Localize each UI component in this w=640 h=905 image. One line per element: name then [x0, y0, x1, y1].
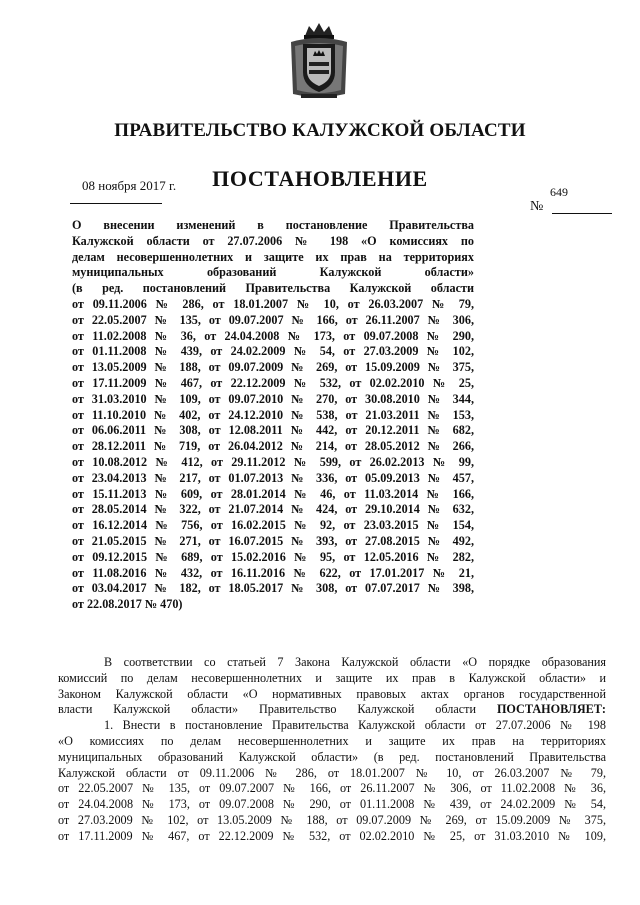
subject-line: от 15.11.2013 № 609, от 28.01.2014 № 46, от 11.03.2014 № 166,: [72, 486, 474, 501]
subject-line: (в ред. постановлений Правительства Калужской области: [72, 281, 474, 296]
subject-line: от 17.11.2009 № 467, от 22.12.2009 № 532, от 02.02.2010 № 25,: [72, 375, 474, 390]
subject-line: муниципальных образований Калужской области»: [72, 265, 474, 280]
resolves-word: ПОСТАНОВЛЯЕТ:: [496, 702, 606, 717]
subject-line: от 16.12.2014 № 756, от 16.02.2015 № 92, от 23.03.2015 № 154,: [72, 518, 474, 533]
body-line-text: власти Калужской области» Правительство Калужской области: [58, 702, 477, 717]
subject-line: от 11.08.2016 № 432, от 16.11.2016 № 622, от 17.01.2017 № 21,: [72, 565, 474, 580]
document-date: 08 ноября 2017 г.: [82, 178, 177, 193]
government-title: ПРАВИТЕЛЬСТВО КАЛУЖСКОЙ ОБЛАСТИ: [114, 120, 526, 141]
number-underline: [552, 213, 612, 214]
subject-line: от 10.08.2012 № 412, от 29.11.2012 № 599, от 26.02.2013 № 99,: [72, 454, 474, 469]
subject-line: О внесении изменений в постановление Правительства: [72, 218, 474, 232]
body-line: муниципальных образований Калужской области» (в ред. постановлений Правительства: [58, 749, 606, 764]
body-line: Калужской области от 09.11.2006 № 286, от 18.01.2007 № 10, от 26.03.2007 № 79,: [58, 765, 606, 780]
body-line: Законом Калужской области «О нормативных правовых актах органов государственной: [58, 686, 606, 701]
subject-line: от 01.11.2008 № 439, от 24.02.2009 № 54, от 27.03.2009 № 102,: [72, 344, 474, 359]
subject-line: от 22.08.2017 № 470): [72, 597, 183, 612]
date-underline: [70, 203, 162, 204]
subject-line: от 23.04.2013 № 217, от 01.07.2013 № 336, от 05.09.2013 № 457,: [72, 470, 474, 485]
body-line: комиссий по делам несовершеннолетних и защите их прав в Калужской области» и: [58, 670, 606, 685]
subject-line: Калужской области от 27.07.2006 № 198 «О комиссиях по: [72, 233, 474, 248]
body-line: от 27.03.2009 № 102, от 13.05.2009 № 188, от 09.07.2009 № 269, от 15.09.2009 № 375,: [58, 812, 606, 827]
coat-of-arms-emblem: [287, 20, 351, 100]
subject-line: от 21.05.2015 № 271, от 16.07.2015 № 393, от 27.08.2015 № 492,: [72, 533, 474, 548]
number-sign: №: [530, 199, 544, 214]
body-line: от 24.04.2008 № 173, от 09.07.2008 № 290, от 01.11.2008 № 439, от 24.02.2009 № 54,: [58, 797, 606, 812]
subject-line: от 09.12.2015 № 689, от 15.02.2016 № 95, от 12.05.2016 № 282,: [72, 549, 474, 564]
subject-line: от 28.12.2011 № 719, от 26.04.2012 № 214, от 28.05.2012 № 266,: [72, 439, 474, 454]
subject-line: от 11.10.2010 № 402, от 24.12.2010 № 538, от 21.03.2011 № 153,: [72, 407, 474, 422]
subject-line: от 31.03.2010 № 109, от 09.07.2010 № 270, от 30.08.2010 № 344,: [72, 391, 474, 406]
subject-line: от 13.05.2009 № 188, от 09.07.2009 № 269, от 15.09.2009 № 375,: [72, 360, 474, 375]
document-body: [58, 655, 606, 845]
body-line: «О комиссиях по делам несовершеннолетних и защите их прав на территориях: [58, 733, 606, 748]
body-line: [58, 702, 606, 718]
subject-line: от 03.04.2017 № 182, от 18.05.2017 № 308, от 07.07.2017 № 398,: [72, 581, 474, 596]
body-line: от 22.05.2007 № 135, от 09.07.2007 № 166, от 26.11.2007 № 306, от 11.02.2008 № 36,: [58, 781, 606, 796]
subject-line: от 11.02.2008 № 36, от 24.04.2008 № 173, от 09.07.2008 № 290,: [72, 328, 474, 343]
body-line: 1. Внести в постановление Правительства Калужской области от 27.07.2006 № 198: [104, 718, 606, 733]
subject-line: от 06.06.2011 № 308, от 12.08.2011 № 442, от 20.12.2011 № 682,: [72, 423, 474, 438]
body-line: от 17.11.2009 № 467, от 22.12.2009 № 532, от 02.02.2010 № 25, от 31.03.2010 № 109,: [58, 828, 606, 843]
subject-line: от 28.05.2014 № 322, от 21.07.2014 № 424, от 29.10.2014 № 632,: [72, 502, 474, 517]
document-number: 649: [550, 185, 568, 199]
document-subject: [72, 218, 474, 613]
body-line: В соответствии со статьей 7 Закона Калужской области «О порядке образования: [104, 655, 606, 669]
document-type-title: ПОСТАНОВЛЕНИЕ: [212, 166, 428, 191]
subject-line: делам несовершеннолетних и защите их прав на территориях: [72, 249, 474, 264]
subject-line: от 09.11.2006 № 286, от 18.01.2007 № 10, от 26.03.2007 № 79,: [72, 296, 474, 311]
subject-line: от 22.05.2007 № 135, от 09.07.2007 № 166, от 26.11.2007 № 306,: [72, 312, 474, 327]
